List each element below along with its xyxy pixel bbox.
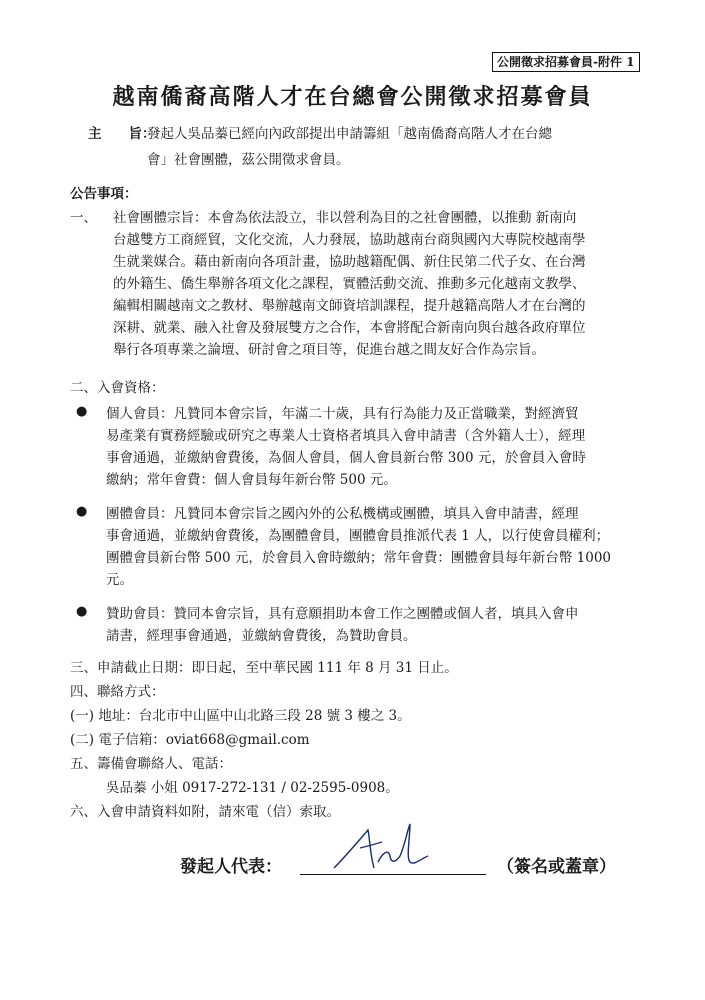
item1-line: 生就業媒合。藉由新南向各項計畫，協助越籍配偶、新住民第二代子女、在台灣 — [113, 254, 586, 270]
subject-line-2: 會」社會團體，茲公開徵求會員。 — [147, 152, 350, 168]
page-title: 越南僑裔高階人才在台總會公開徵求招募會員 — [112, 84, 593, 110]
individual-member-line: 個人會員：凡贊同本會宗旨，年滿二十歲，具有行為能力及正當職業，對經濟貿 — [106, 406, 579, 422]
bullet-dot-icon: ● — [76, 504, 88, 519]
bullet-dot-icon: ● — [76, 604, 88, 619]
item1-line: 的外籍生、僑生舉辦各項文化之課程，實體活動交流、推動多元化越南文教學、 — [113, 276, 586, 292]
sponsor-member-line: 請書，經理事會通過，並繳納會費後，為贊助會員。 — [106, 628, 417, 644]
group-member-line: 事會通過，並繳納會費後，為團體會員，團體會員推派代表 1 人，以行使會員權利； — [106, 528, 610, 544]
contact-address: (一) 地址：台北市中山區中山北路三段 28 號 3 樓之 3。 — [70, 708, 411, 724]
bullet-dot-icon: ● — [76, 404, 88, 419]
item1-line: 社會團體宗旨：本會為依法設立，非以營利為目的之社會團體，以推動 新南向 — [113, 210, 577, 226]
subject-line-1: 發起人吳品蓁已經向內政部提出申請籌組「越南僑裔高階人才在台總 — [147, 126, 552, 142]
group-member-line: 元。 — [106, 572, 133, 588]
signature-note: （簽名或蓋章） — [497, 857, 616, 877]
individual-member-line: 易產業有實務經驗或研究之專業人士資格者填具入會申請書（含外籍人士），經理 — [106, 428, 586, 444]
item1-line: 台越雙方工商經貿，文化交流，人力發展，協助越南台商與國內大專院校越南學 — [113, 232, 586, 248]
item5-heading: 五、籌備會聯絡人、電話： — [70, 756, 232, 772]
signature-label: 發起人代表： — [180, 857, 282, 877]
item6-request: 六、入會申請資料如附，請來電（信）索取。 — [70, 804, 340, 820]
handwritten-signature-icon — [330, 818, 450, 884]
attachment-label: 公開徵求招募會員-附件 1 — [492, 52, 640, 72]
contact-email: (二) 電子信箱：oviat668@gmail.com — [70, 732, 310, 748]
contact-person: 吳品蓁 小姐 0917-272-131 / 02-2595-0908。 — [106, 780, 399, 796]
subject-label: 主 旨： — [88, 126, 156, 142]
item1-line: 深耕、就業、融入社會及發展雙方之合作，本會將配合新南向與台越各政府單位 — [113, 320, 586, 336]
item3-deadline: 三、申請截止日期：即日起，至中華民國 111 年 8 月 31 日止。 — [70, 660, 458, 676]
item2-heading: 二、入會資格： — [70, 380, 165, 396]
group-member-line: 團體會員：凡贊同本會宗旨之國內外的公私機構或團體，填具入會申請書，經理 — [106, 506, 579, 522]
sponsor-member-line: 贊助會員：贊同本會宗旨，具有意願捐助本會工作之團體或個人者，填具入會申 — [106, 606, 579, 622]
item4-heading: 四、聯絡方式： — [70, 684, 165, 700]
announcements-heading: 公告事項： — [70, 186, 138, 202]
item1-number: 一、 — [70, 210, 97, 226]
individual-member-line: 事會通過，並繳納會費後，為個人會員，個人會員新台幣 300 元，於會員入會時 — [106, 450, 586, 466]
item1-line: 編輯相關越南文之教材、舉辦越南文師資培訓課程，提升越籍高階人才在台灣的 — [113, 298, 586, 314]
individual-member-line: 繳納；常年會費：個人會員每年新台幣 500 元。 — [106, 472, 397, 488]
item1-line: 舉行各項專業之論壇、研討會之項目等，促進台越之間友好合作為宗旨。 — [113, 342, 545, 358]
group-member-line: 團體會員新台幣 500 元，於會員入會時繳納；常年會費：團體會員每年新台幣 1000 — [106, 550, 611, 566]
